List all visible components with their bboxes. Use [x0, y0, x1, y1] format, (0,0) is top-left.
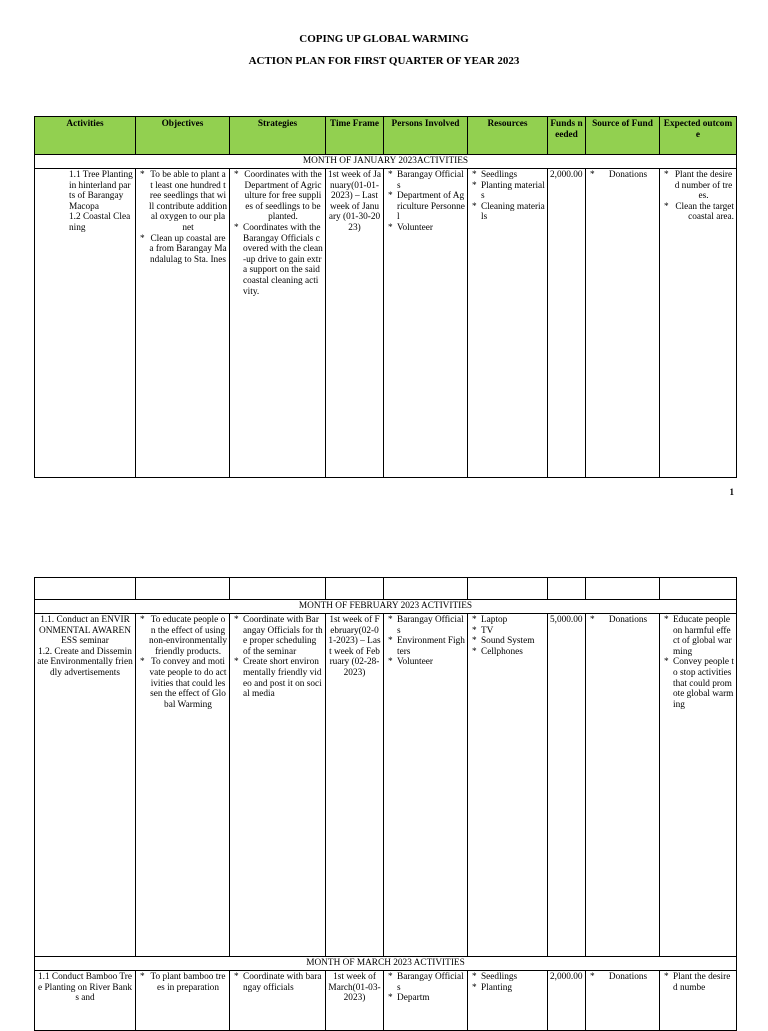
table-row-february	[35, 614, 737, 957]
resources-cell	[468, 971, 548, 1031]
person-item: * Environment Fighters	[386, 636, 465, 657]
month-label-january: MONTH OF JANUARY 2023ACTIVITIES	[35, 155, 737, 169]
page-title: COPING UP GLOBAL WARMING	[299, 33, 469, 45]
outcome-item: * Educate people on harmful effect of global warming	[662, 615, 734, 657]
month-label-march: MONTH OF MARCH 2023 ACTIVITIES	[35, 957, 737, 971]
activities-cell	[35, 169, 136, 478]
strategy-item: * Coordinates with the Barangay Officials covered with the clean-up drive to gain extra support on the said coastal cleaning activity.	[232, 223, 323, 297]
persons-cell	[384, 169, 468, 478]
resource-item: * Seedlings	[470, 170, 545, 181]
resource-item: * Cellphones	[470, 647, 545, 658]
resource-item: * Cleaning materials	[470, 202, 545, 223]
resource-item: * Sound System	[470, 636, 545, 647]
source-cell	[586, 169, 660, 478]
time-frame-cell: 1st week of February(02-01-2023) – Last week of February (02-28-2023)	[326, 614, 384, 957]
strategy-item: * Coordinates with the Department of Agriculture for free supplies of seedlings to be planted.	[232, 170, 323, 223]
source-cell	[586, 971, 660, 1031]
outcome-cell	[660, 614, 737, 957]
outcome-item: * Clean the target coastal area.	[662, 202, 734, 223]
column-header: Expected outcome	[660, 117, 737, 155]
persons-cell	[384, 614, 468, 957]
column-header: Resources	[468, 117, 548, 155]
outcome-cell	[660, 971, 737, 1031]
activity-item: 1.2 Coastal Cleaning	[69, 212, 131, 233]
strategies-cell	[230, 169, 326, 478]
strategy-item: * Coordinate with barangay officials	[232, 972, 323, 993]
strategy-item: * Create short environmentally friendly video and post it on social media	[232, 657, 323, 699]
column-header: Source of Fund	[586, 117, 660, 155]
month-label-february: MONTH OF FEBRUARY 2023 ACTIVITIES	[35, 600, 737, 614]
person-item: * Barangay Officials	[386, 615, 465, 636]
activity-item: 1.2. Create and Disseminate Environmentally friendly advertisements	[37, 646, 133, 678]
strategy-item: * Coordinate with Barangay Officials for the proper scheduling of the seminar	[232, 615, 323, 657]
page-number: 1	[729, 487, 734, 497]
time-frame-cell: 1st week of March(01-03-2023)	[326, 971, 384, 1031]
outcome-item: * Convey people to stop activities that could promote global warming	[662, 657, 734, 710]
person-item: * Barangay Officials	[386, 170, 465, 191]
objective-item: * To convey and motivate people to do activities that could lessen the effect of Global Warming	[138, 657, 227, 710]
column-header: Time Frame	[326, 117, 384, 155]
activities-cell	[35, 971, 136, 1031]
column-header: Strategies	[230, 117, 326, 155]
resource-item: * Planting materials	[470, 181, 545, 202]
source-cell	[586, 614, 660, 957]
action-plan-table-page-1	[34, 116, 737, 478]
strategies-cell	[230, 614, 326, 957]
resources-cell	[468, 614, 548, 957]
action-plan-table-page-2	[34, 577, 737, 1031]
page-subtitle: ACTION PLAN FOR FIRST QUARTER OF YEAR 2023	[248, 55, 520, 67]
column-header: Funds needed	[548, 117, 586, 155]
resource-item: * Laptop	[470, 615, 545, 626]
funds-cell: 2,000.00	[548, 169, 586, 478]
objective-item: * To be able to plant at least one hundred tree seedlings that will contribute additional oxygen to our planet	[138, 170, 227, 234]
source-item: * Donations	[588, 615, 657, 626]
resources-cell	[468, 169, 548, 478]
persons-cell	[384, 971, 468, 1031]
objectives-cell	[136, 971, 230, 1031]
resource-item: * TV	[470, 626, 545, 637]
column-header: Persons Involved	[384, 117, 468, 155]
activity-item: 1.1. Conduct an ENVIRONMENTAL AWARENESS seminar	[39, 615, 131, 647]
header-row	[35, 117, 737, 155]
person-item: * Volunteer	[386, 223, 465, 234]
source-item: * Donations	[588, 972, 657, 983]
outcome-item: * Plant the desired number of trees.	[662, 170, 734, 202]
blank-header-row	[35, 578, 737, 600]
person-item: * Volunteer	[386, 657, 465, 668]
funds-cell: 2,000.00	[548, 971, 586, 1031]
column-header: Activities	[35, 117, 136, 155]
person-item: * Department of Agriculture Personnel	[386, 191, 465, 223]
table-row-january	[35, 169, 737, 478]
person-item: * Barangay Officials	[386, 972, 465, 993]
objective-item: * To plant bamboo trees in preparation	[138, 972, 227, 993]
table-row-march	[35, 971, 737, 1031]
strategies-cell	[230, 971, 326, 1031]
resource-item: * Seedlings	[470, 972, 545, 983]
activities-cell	[35, 614, 136, 957]
activity-item: 1.1 Conduct Bamboo Tree Planting on River Banks and	[37, 972, 132, 1004]
outcome-cell	[660, 169, 737, 478]
person-item: * Departm	[386, 993, 465, 1004]
funds-cell: 5,000.00	[548, 614, 586, 957]
time-frame-cell: 1st week of January(01-01-2023) – Last week of January (01-30-2023)	[326, 169, 384, 478]
column-header: Objectives	[136, 117, 230, 155]
outcome-item: * Plant the desired numbe	[662, 972, 734, 993]
objective-item: * Clean up coastal area from Barangay Mandalulag to Sta. Ines	[138, 234, 227, 266]
source-item: * Donations	[588, 170, 657, 181]
objectives-cell	[136, 614, 230, 957]
objective-item: * To educate people on the effect of using non-environmentally friendly products.	[138, 615, 227, 657]
activity-item: 1.1 Tree Planting in hinterland parts of Barangay Macopa	[69, 170, 133, 212]
objectives-cell	[136, 169, 230, 478]
resource-item: * Planting	[470, 983, 545, 994]
